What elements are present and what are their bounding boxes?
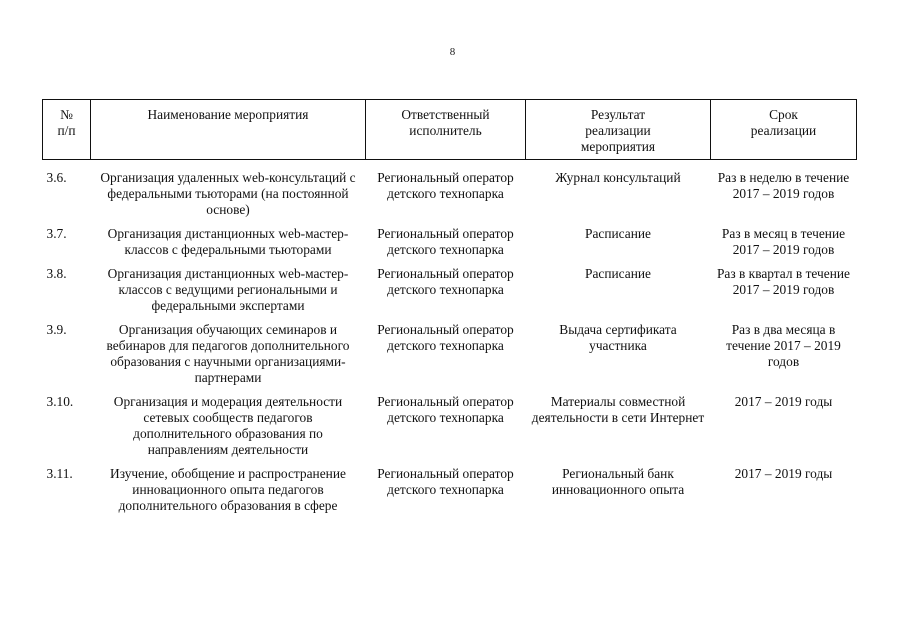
row-executor: Региональный оператор детского технопарка	[377, 466, 514, 497]
row-term: Раз в неделю в течение 2017 – 2019 годов	[717, 170, 850, 201]
row-num: 3.8.	[46, 266, 67, 281]
row-num: 3.6.	[46, 170, 67, 185]
row-num: 3.11.	[46, 466, 73, 481]
table-row	[43, 466, 857, 514]
table-row	[43, 160, 857, 227]
row-term: Раз в квартал в течение 2017 – 2019 годов	[716, 266, 850, 297]
row-term: Раз в два месяца в течение 2017 – 2019 годов	[726, 322, 841, 369]
row-executor: Региональный оператор детского технопарка	[377, 394, 514, 425]
events-table	[42, 99, 857, 514]
row-num: 3.9.	[46, 322, 67, 337]
row-num: 3.7.	[46, 226, 67, 241]
header-num: № п/п	[43, 100, 91, 160]
row-num: 3.10.	[46, 394, 74, 409]
row-name: Организация и модерация деятельности сетевых сообществ педагогов дополнительного образования по направлениям деятельности	[113, 394, 343, 457]
header-term: Срок реализации	[711, 100, 857, 160]
row-name: Организация дистанционных web-мастер-классов с федеральными тьюторами	[107, 226, 349, 257]
header-name: Наименование мероприятия	[91, 100, 366, 160]
row-executor: Региональный оператор детского технопарка	[377, 266, 514, 297]
table-row	[43, 266, 857, 322]
row-result: Выдача сертификата участника	[559, 322, 677, 353]
row-term: 2017 – 2019 годы	[734, 466, 833, 481]
table-row	[43, 226, 857, 266]
row-term: 2017 – 2019 годы	[734, 394, 833, 409]
row-executor: Региональный оператор детского технопарка	[377, 226, 514, 257]
row-result: Расписание	[585, 266, 651, 281]
table-header-row	[43, 100, 857, 160]
table-row	[43, 394, 857, 466]
row-term: Раз в месяц в течение 2017 – 2019 годов	[721, 226, 846, 257]
row-executor: Региональный оператор детского технопарка	[377, 322, 514, 353]
row-name: Организация дистанционных web-мастер-классов с ведущими региональными и федеральными экспертами	[107, 266, 349, 313]
header-executor: Ответственный исполнитель	[366, 100, 526, 160]
row-result: Региональный банк инновационного опыта	[551, 466, 685, 497]
page-number: 8	[449, 46, 456, 58]
row-executor: Региональный оператор детского технопарка	[377, 170, 514, 201]
header-result: Результат реализации мероприятия	[526, 100, 711, 160]
row-result: Журнал консультаций	[555, 170, 681, 185]
row-result: Материалы совместной деятельности в сети Интернет	[531, 394, 705, 425]
row-name: Организация удаленных web-консультаций с федеральными тьюторами (на постоянной основе)	[100, 170, 356, 217]
row-result: Расписание	[585, 226, 651, 241]
row-name: Организация обучающих семинаров и вебинаров для педагогов дополнительного образования с научными организациями-партнерами	[106, 322, 350, 385]
row-name: Изучение, обобщение и распространение инновационного опыта педагогов дополнительного образования в сфере	[110, 466, 346, 513]
table-row	[43, 322, 857, 394]
